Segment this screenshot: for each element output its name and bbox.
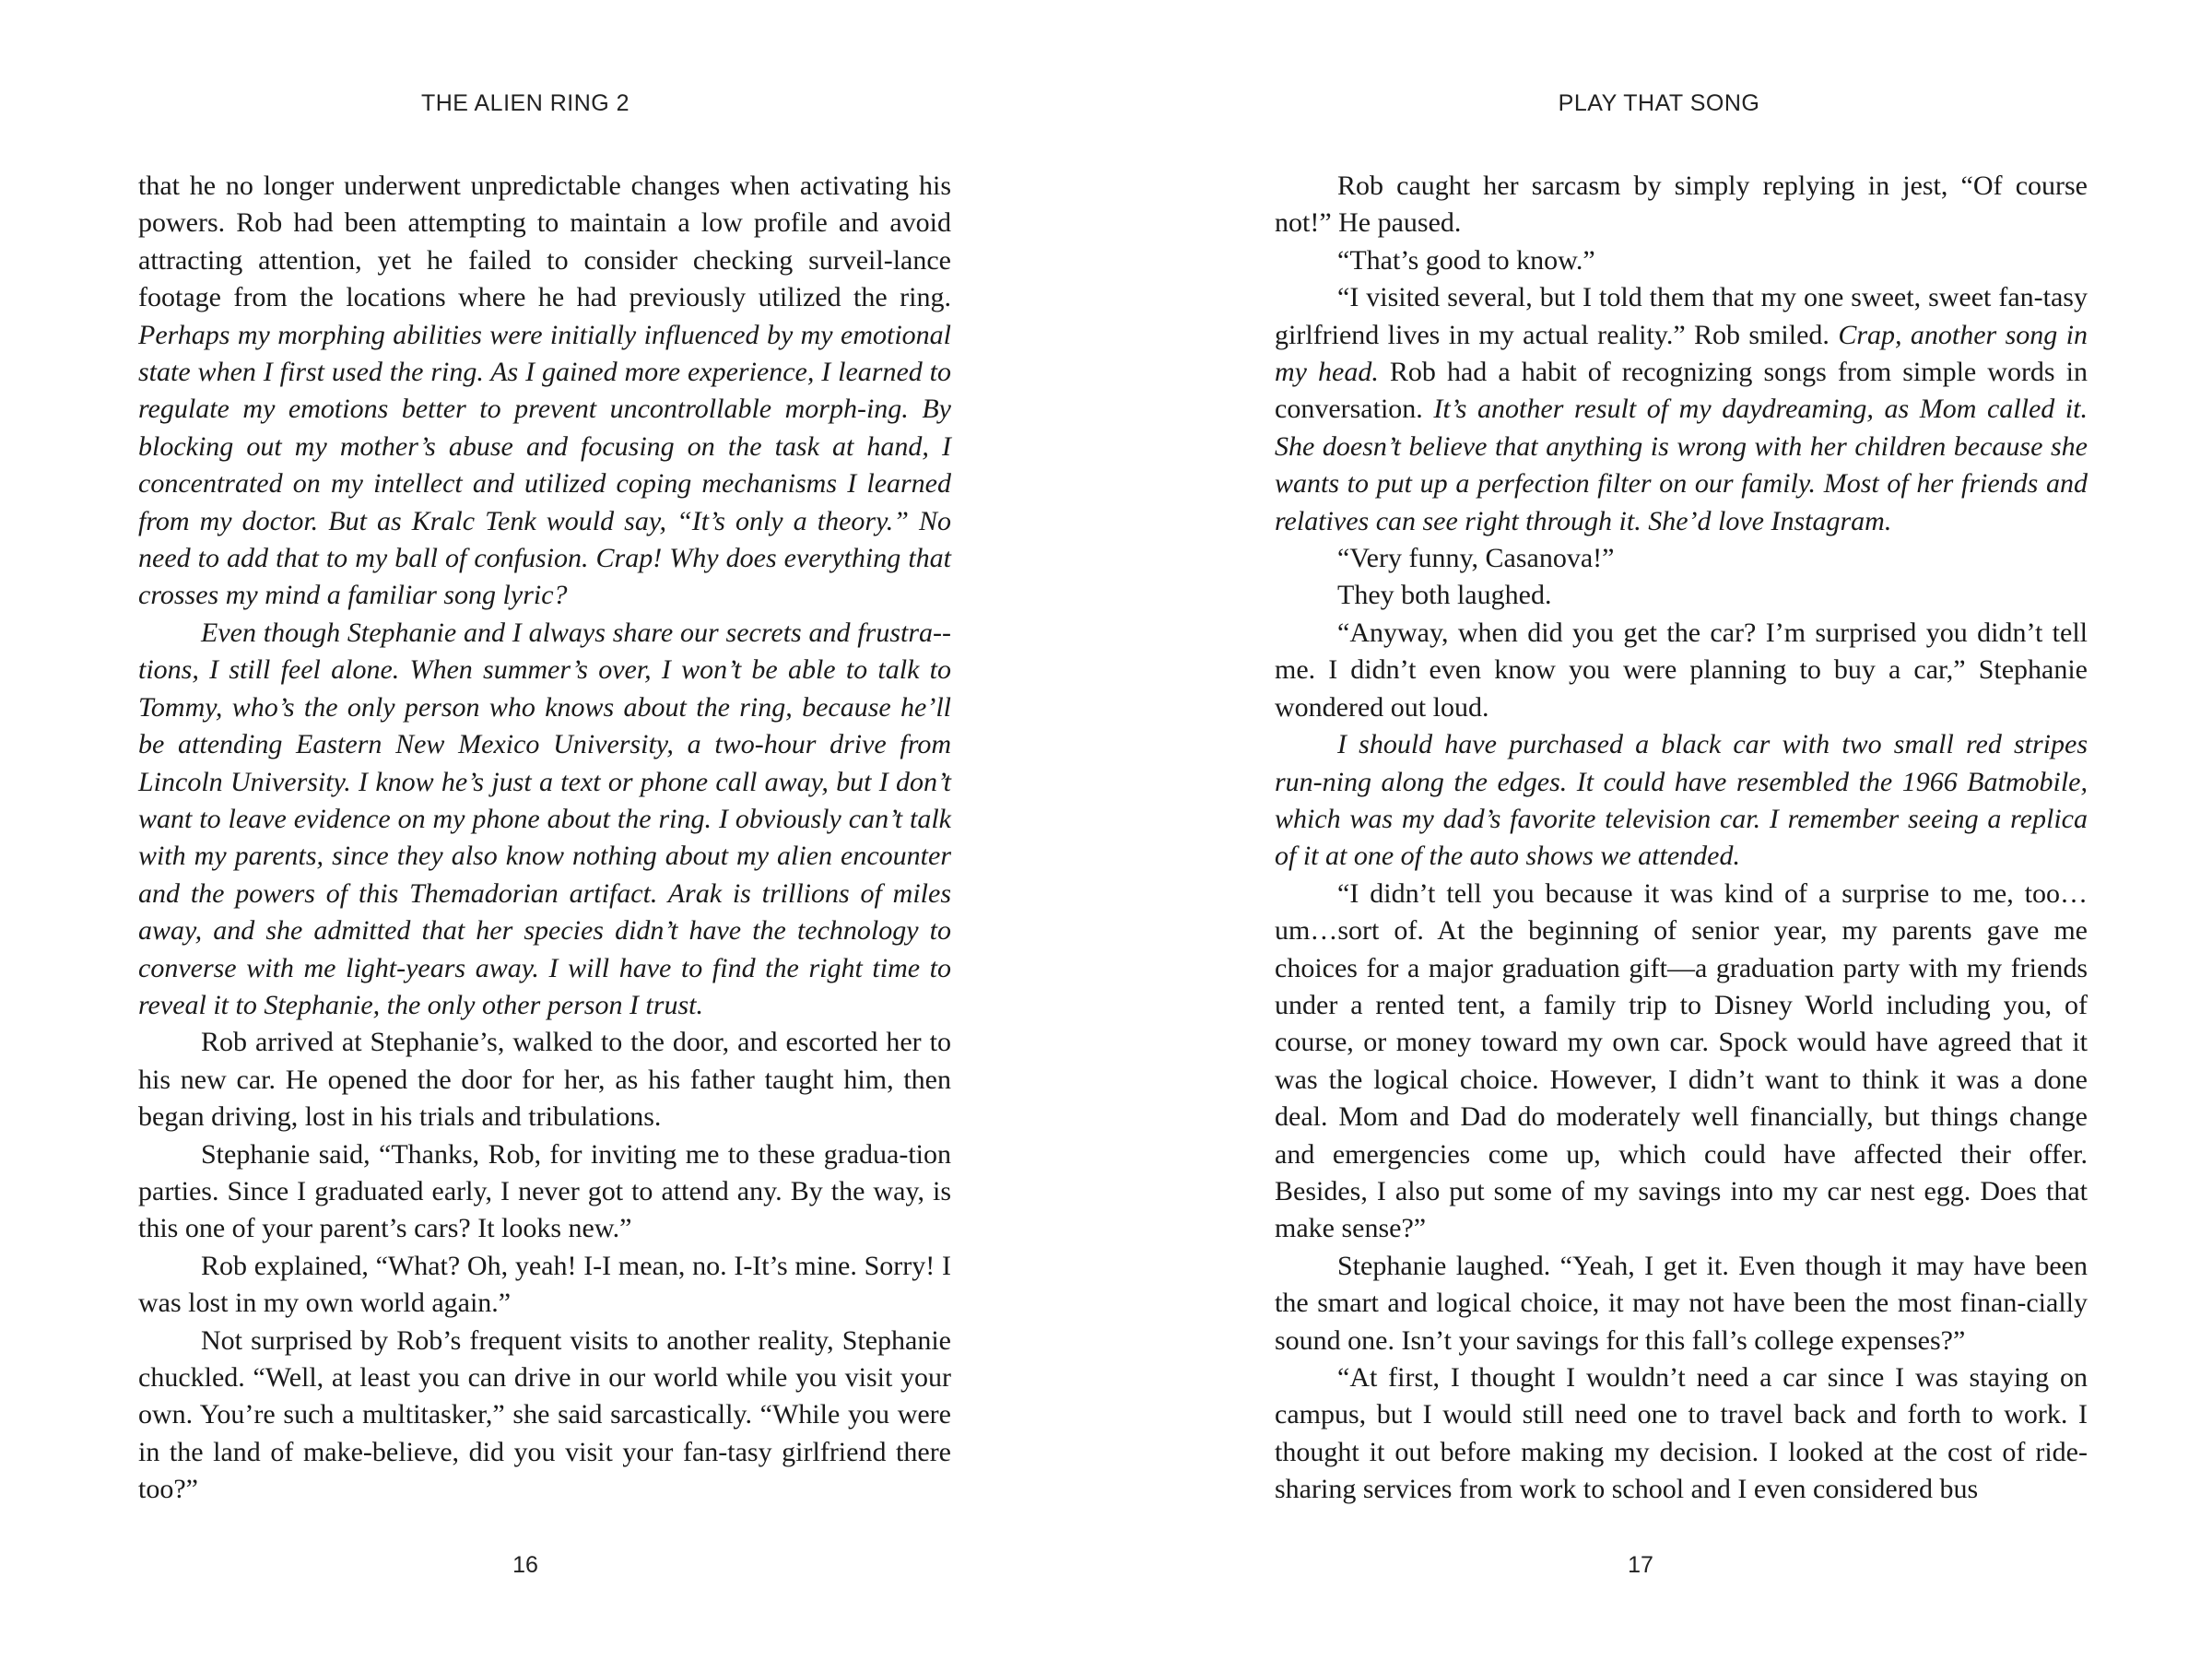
- paragraph: [138, 1024, 951, 1135]
- right-page: [1106, 0, 2212, 1659]
- page-number-right: 17: [1628, 1552, 1653, 1578]
- text-run: “At first, I thought I wouldn’t need a car since I was staying on campus, but I would still need one to travel back and forth to work. I thought it out before making my decision. I looked at the cost of ride-sharing services from work to school and I even considered bus: [1275, 1362, 2088, 1505]
- italic-text-run: Crap, another song in my head.: [1275, 319, 2088, 388]
- text-run: Rob caught her sarcasm by simply replying in jest, “Of course not!” He paused.: [1275, 171, 2088, 239]
- italic-text-run: Perhaps my morphing abilities were initially influenced by my emotional state when I first used the ring. As I gained more experience, I learned to regulate my emotions better to prevent uncontrollable morph-ing. By blocking out my mother’s abuse and focusing on the task at hand, I concentrated on my intellect and utilized coping mechanisms I learned from my doctor. But as Kralc Tenk would say, “It’s only a theory.” No need to add that to my ball of confusion. Crap! Why does everything that crosses my mind a familiar song lyric?: [138, 319, 951, 611]
- italic-text-run: It’s another result of my daydreaming, as Mom called it. She doesn’t believe that anything is wrong with her children because she wants to put up a perfection filter on our family. Most of her friends and relatives can see right through it. She’d love Instagram.: [1275, 394, 2088, 536]
- text-run: Not surprised by Rob’s frequent visits to another reality, Stephanie chuckled. “Well, at least you can drive in our world while you visit your own. You’re such a multitasker,” she said sarcastically. “While you were in the land of make-believe, did you visit your fan-tasy girlfriend there too?”: [138, 1324, 951, 1505]
- text-run: “I didn’t tell you because it was kind of a surprise to me, too… um…sort of. At the beginning of senior year, my parents gave me choices for a major graduation gift—a graduation party with my friends under a rented tent, a family trip to Disney World including you, of course, or money toward my own car. Spock would have agreed that it was the logical choice. However, I didn’t want to think it was a done deal. Mom and Dad do moderately well financially, but things change and emergencies come up, which could have affected their offer. Besides, I also put some of my savings into my car nest egg. Does that make sense?”: [1275, 877, 2088, 1244]
- text-run: They both laughed.: [1337, 580, 1552, 611]
- text-run: Rob had a habit of recognizing songs from simple words in conversation.: [1275, 357, 2088, 425]
- body-text-left: [138, 168, 951, 1509]
- text-run: Rob arrived at Stephanie’s, walked to the door, and escorted her to his new car. He opened the door for her, as his father taught him, then began driving, lost in his trials and tribulations.: [138, 1027, 951, 1133]
- paragraph: [138, 168, 951, 615]
- running-head-left: THE ALIEN RING 2: [420, 90, 630, 116]
- text-run: “I visited several, but I told them that my one sweet, sweet fan-tasy girlfriend lives in my actual reality.” Rob smiled.: [1275, 282, 2088, 350]
- paragraph: [1275, 615, 2088, 726]
- body-text-right: [1275, 168, 2088, 1509]
- paragraph: [138, 1248, 951, 1323]
- paragraph: [1275, 577, 2088, 614]
- paragraph: [138, 615, 951, 1024]
- paragraph: [138, 1323, 951, 1509]
- text-run: “Very funny, Casanova!”: [1337, 543, 1615, 574]
- paragraph: [1275, 1248, 2088, 1359]
- text-run: Rob explained, “What? Oh, yeah! I-I mean, no. I-It’s mine. Sorry! I was lost in my own world again.”: [138, 1250, 951, 1319]
- italic-text-run: I should have purchased a black car with two small red stripes run-ning along the edges. It could have resembled the 1966 Batmobile, which was my dad’s favorite television car. I remember seeing a replica of it at one of the auto shows we attended.: [1275, 729, 2088, 872]
- paragraph: [1275, 726, 2088, 876]
- italic-text-run: Even though Stephanie and I always share our secrets and frustra-tions, I still feel alone. When summer’s over, I won’t be able to talk to Tommy, who’s the only person who knows about the ring, because he’ll be attending Eastern New Mexico University, a two-hour drive from Lincoln University. I know he’s just a text or phone call away, but I don’t want to leave evidence on my phone about the ring. I obviously can’t talk with my parents, since they also know nothing about my alien encounter and the powers of this Themadorian artifact. Arak is trillions of miles away, and she admitted that her species didn’t have the technology to converse with me light-years away. I will have to find the right time to reveal it to Stephanie, the only other person I trust.: [138, 617, 951, 1020]
- text-run: that he no longer underwent unpredictable changes when activating his powers. Rob had been attempting to maintain a low profile and avoid attracting attention, yet he failed to consider checking surveil-lance footage from the locations where he had previously utilized the ring.: [138, 171, 951, 313]
- paragraph: [1275, 540, 2088, 577]
- text-run: Stephanie laughed. “Yeah, I get it. Even though it may have been the smart and logical choice, it may not have been the most finan-cially sound one. Isn’t your savings for this fall’s college expenses?”: [1275, 1250, 2088, 1356]
- text-run: Stephanie said, “Thanks, Rob, for inviting me to these gradua-tion parties. Since I graduated early, I never got to attend any. By the way, is this one of your parent’s cars? It looks new.”: [138, 1138, 951, 1244]
- paragraph: [1275, 1359, 2088, 1509]
- running-head-right: PLAY THAT SONG: [1558, 90, 1760, 116]
- paragraph: [1275, 242, 2088, 279]
- paragraph: [1275, 168, 2088, 242]
- page-number-left: 16: [512, 1552, 538, 1578]
- text-run: “That’s good to know.”: [1337, 244, 1595, 276]
- paragraph: [138, 1136, 951, 1248]
- paragraph: [1275, 876, 2088, 1248]
- text-run: “Anyway, when did you get the car? I’m surprised you didn’t tell me. I didn’t even know you were planning to buy a car,” Stephanie wondered out loud.: [1275, 617, 2088, 723]
- paragraph: [1275, 279, 2088, 540]
